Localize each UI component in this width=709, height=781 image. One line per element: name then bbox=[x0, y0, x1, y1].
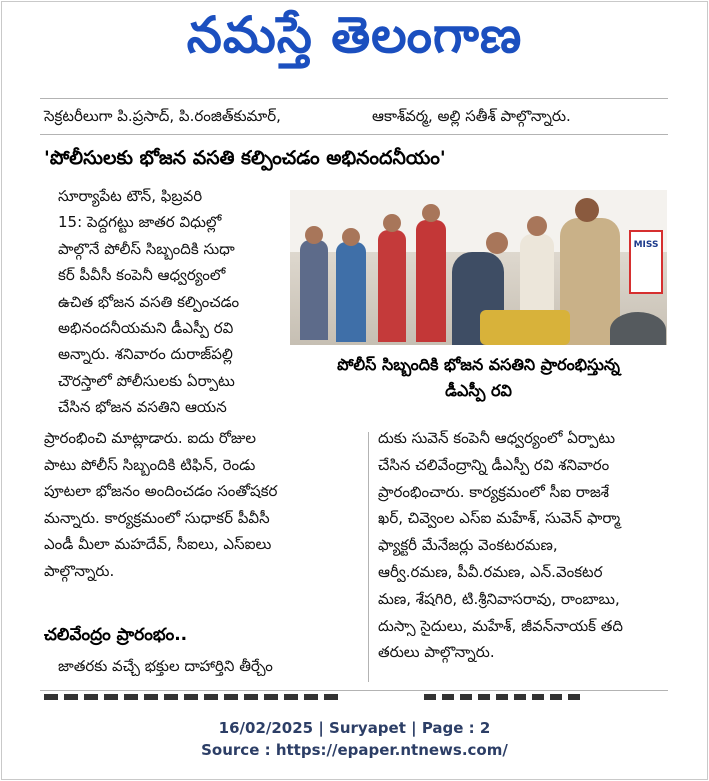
photo-person bbox=[336, 242, 366, 342]
column-2-line: మణ, శేషగిరి, టి.శ్రీనివాసరావు, రాంబాబు, bbox=[378, 589, 620, 608]
photo-person-head bbox=[527, 216, 547, 236]
column-1-line: 15: పెద్దగట్టు జాతర విధుల్లో bbox=[58, 213, 222, 232]
column-1-line: మన్నారు. కార్యక్రమంలో సుధాకర్ పీవీసీ bbox=[44, 508, 270, 527]
column-2-line: ఖర్, చివ్వెంల ఎస్ఐ మహేశ్, సువెన్ ఫార్మా bbox=[378, 509, 621, 528]
photo-person bbox=[300, 240, 328, 340]
column-1-line: పాటు పోలీస్ సిబ్బందికి టిఫిన్, రెండు bbox=[44, 455, 256, 474]
column-1-line: ప్రారంభించి మాట్లాడారు. ఐదు రోజుల bbox=[44, 429, 257, 447]
carryover-right: ఆకాశ్‌వర్మ, అల్లి సతీశ్ పాల్గొన్నారు. bbox=[372, 107, 571, 125]
column-1-line: అన్నారు. శనివారం దురాజ్‌పల్లి bbox=[58, 345, 233, 364]
bottom-rule bbox=[40, 690, 668, 691]
column-2-line: ఆర్వీ.రమణ, పీవీ.రమణ, ఎన్.వెంకటర bbox=[378, 563, 603, 581]
photo-person bbox=[378, 230, 406, 342]
masthead-rule bbox=[40, 98, 668, 99]
column-1-line: పాల్గొనే పోలీస్ సిబ్బందికి సుధా bbox=[58, 239, 235, 258]
masthead bbox=[0, 4, 709, 66]
column-1-line: అభినందనీయమని డీఎస్పీ రవి bbox=[58, 319, 234, 337]
photo-person-head bbox=[383, 214, 401, 232]
photo-caption-line-1: పోలీస్ సిబ్బందికి భోజన వసతిని ప్రారంభిస్తున్న bbox=[337, 355, 620, 374]
column-2-line: దుస్సా సైదులు, మహేశ్, జీవన్‌నాయక్ తది bbox=[378, 616, 623, 635]
footer-source: Source : https://epaper.ntnews.com/ bbox=[201, 741, 508, 759]
column-divider bbox=[368, 432, 369, 682]
column-2-line: చేసిన చలివేంద్రాన్ని డీఎస్పీ రవి శనివారం bbox=[378, 455, 610, 474]
photo-person-head bbox=[305, 226, 323, 244]
subheading: చలివేంద్రం ప్రారంభం.. bbox=[44, 625, 188, 645]
column-1-line: కర్ పీవీసీ కంపెనీ ఆధ్వర్యంలో bbox=[58, 266, 226, 285]
photo-person-head bbox=[422, 204, 440, 222]
column-2-line: తరులు పాల్గొన్నారు. bbox=[378, 643, 495, 662]
article-headline: 'పోలీసులకు భోజన వసతి కల్పించడం అభినందనీయం' bbox=[44, 147, 446, 169]
column-1-line: జాతరకు వచ్చే భక్తుల దాహార్తిని తీర్చేం bbox=[58, 657, 273, 675]
photo-person bbox=[416, 220, 446, 342]
photo-person-head bbox=[342, 228, 360, 246]
photo-caption-line-2: డీఎస్పీ రవి bbox=[445, 381, 512, 400]
column-1-line: ఎండీ మీలా మహదేవ్, సీఐలు, ఎస్ఐలు bbox=[44, 535, 272, 554]
article-photo bbox=[290, 190, 667, 345]
photo-banner-text: MISS bbox=[633, 240, 659, 250]
footer-date-edition: 16/02/2025 | Suryapet | Page : 2 bbox=[218, 719, 491, 737]
cut-off-next-article bbox=[44, 694, 664, 700]
headline-top-rule bbox=[40, 134, 668, 135]
masthead-title: నమస్తే తెలంగాణ bbox=[186, 6, 523, 64]
column-1-line: చౌరస్తాలో పోలీసులకు ఏర్పాటు bbox=[58, 371, 235, 390]
photo-vessel bbox=[610, 312, 666, 345]
column-2-line: ఫ్యాక్టరీ మేనేజర్లు వెంకటరమణ, bbox=[378, 536, 558, 555]
column-1-line: పాల్గొన్నారు. bbox=[44, 562, 115, 580]
photo-officer-head bbox=[575, 198, 599, 222]
photo-banner bbox=[629, 230, 663, 294]
column-2-line: దుకు సువెన్ కంపెనీ ఆధ్వర్యంలో ఏర్పాటు bbox=[378, 429, 616, 447]
photo-food-tray bbox=[480, 310, 570, 345]
column-1-line: పూటలా భోజనం అందించడం సంతోషకర bbox=[44, 482, 278, 501]
column-1-line: సూర్యాపేట టౌన్, ఫిబ్రవరి bbox=[58, 187, 203, 205]
column-1-line: ఉచిత భోజన వసతి కల్పించడం bbox=[58, 292, 240, 311]
column-2-line: ప్రారంభించారు. కార్యక్రమంలో సీఐ రాజశే bbox=[378, 482, 610, 501]
photo-person-head bbox=[486, 232, 508, 254]
carryover-left: సెక్రటరీలుగా పి.ప్రసాద్, పి.రంజిత్‌కుమార్, bbox=[44, 107, 281, 125]
column-1-line: చేసిన భోజన వసతిని ఆయన bbox=[58, 398, 227, 417]
